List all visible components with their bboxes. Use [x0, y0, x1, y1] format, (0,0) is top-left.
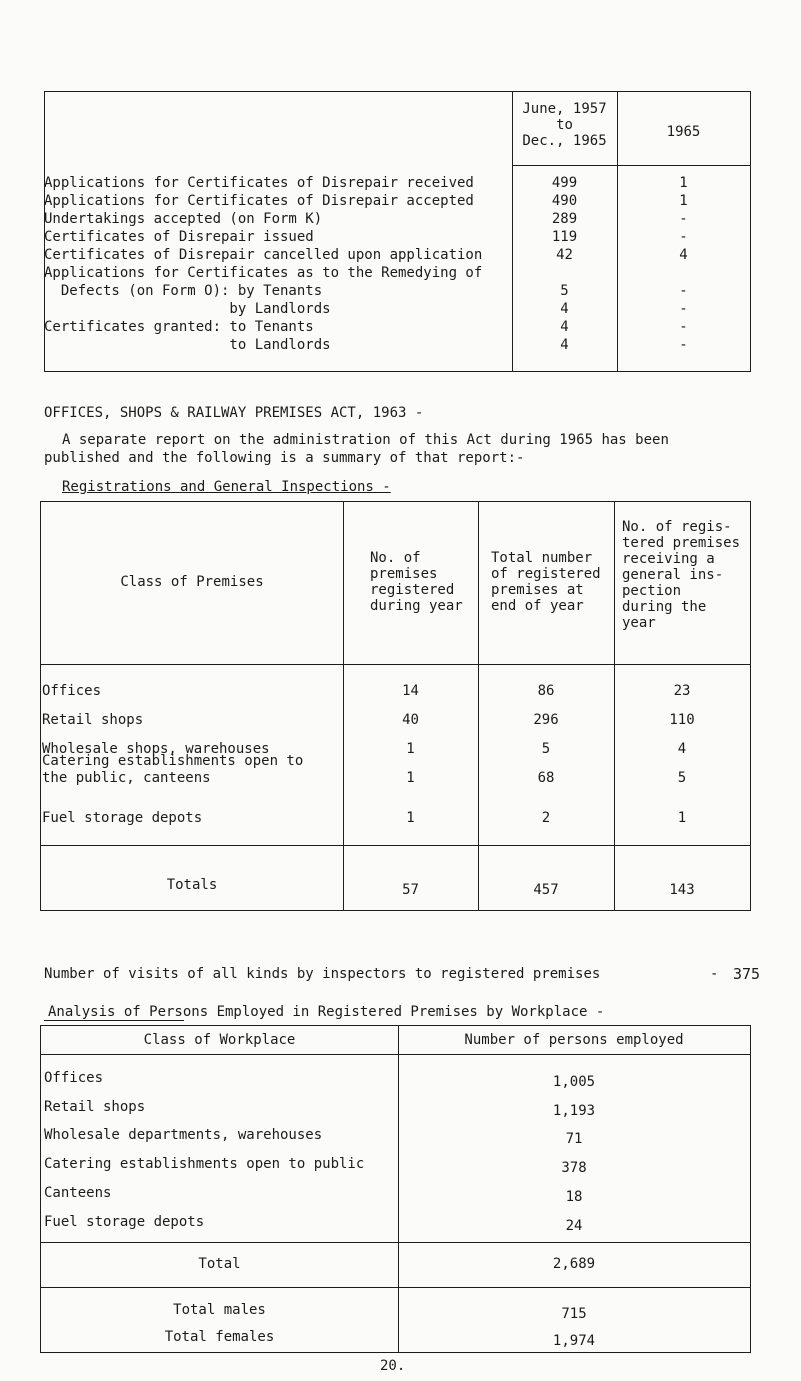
- t2-head-total: [491, 550, 616, 614]
- t2-head-total-line: Total number: [491, 550, 593, 566]
- visits-dash: -: [710, 966, 719, 982]
- t2-row-label: Offices: [42, 683, 102, 699]
- registrations-heading: Registrations and General Inspections -: [62, 479, 391, 495]
- t1-row-label: Certificates granted: to Tenants: [44, 319, 314, 335]
- t2-head-registered-line: during year: [370, 598, 463, 614]
- t3-total-value: 2,689: [552, 1256, 596, 1272]
- t2-head-inspected-line: pection: [622, 583, 682, 599]
- t1-bottom-rule: [44, 371, 750, 372]
- t3-row-value: 71: [565, 1131, 583, 1147]
- t3-head-rule: [40, 1054, 751, 1055]
- t2-row-label: the public, canteens: [42, 770, 211, 786]
- t2-bottom-rule: [40, 910, 751, 911]
- t2-totals-a: 57: [402, 882, 419, 898]
- t2-head-inspected-line: year: [622, 615, 656, 631]
- t3-right-border: [750, 1025, 751, 1353]
- t1-row-value-1965: -: [679, 283, 688, 299]
- visits-text: Number of visits of all kinds by inspectors to registered premises: [44, 966, 601, 982]
- intro-line-2: published and the following is a summary of that report:-: [44, 450, 525, 466]
- t2-row-registered: 40: [402, 712, 419, 728]
- t2-head-total-line: end of year: [491, 598, 584, 614]
- intro-line-1: A separate report on the administration of this Act during 1965 has been: [62, 432, 669, 448]
- t1-row-value-period: 4: [560, 319, 569, 335]
- t2-row-registered: 1: [406, 741, 415, 757]
- t1-head-period-3: Dec., 1965: [522, 133, 607, 149]
- t3-row-label: Canteens: [44, 1185, 112, 1201]
- t3-row-label: Retail shops: [44, 1099, 146, 1115]
- t2-top-rule: [40, 501, 751, 502]
- t2-head-inspected-line: general ins-: [622, 567, 724, 583]
- t1-row-value-1965: -: [679, 301, 688, 317]
- t3-total-label: Total: [198, 1256, 241, 1272]
- analysis-heading-underline: [44, 1020, 184, 1021]
- t2-row-label: Wholesale shops, warehouses: [42, 741, 270, 757]
- t1-head-year: 1965: [666, 124, 701, 140]
- t1-row-value-period: 499: [551, 175, 578, 191]
- t2-head-registered-line: premises: [370, 566, 438, 582]
- t1-head-period-2: to: [556, 117, 573, 133]
- t2-row-total: 5: [541, 741, 551, 757]
- t3-bottom-rule: [40, 1352, 751, 1353]
- t1-row-value-1965: -: [679, 211, 688, 227]
- t1-head-period-1: June, 1957: [522, 101, 607, 117]
- t2-head-inspected-line: No. of regis-: [622, 519, 732, 535]
- t1-head-rule: [512, 165, 750, 166]
- t3-sex-label: Total females: [164, 1329, 275, 1345]
- t1-row-value-1965: -: [679, 319, 688, 335]
- t2-row-inspected: 23: [673, 683, 691, 699]
- t2-head-registered-line: No. of: [370, 550, 421, 566]
- t2-row-inspected: 4: [677, 741, 687, 757]
- t2-row-registered: 1: [406, 810, 415, 826]
- t1-row-value-period: 42: [556, 247, 573, 263]
- t3-row-label: Catering establishments open to public: [44, 1156, 365, 1172]
- t3-head-class: Class of Workplace: [143, 1032, 296, 1048]
- t2-totals-rule: [40, 845, 751, 846]
- act-heading: OFFICES, SHOPS & RAILWAY PREMISES ACT, 1963 -: [44, 405, 424, 421]
- t3-head-number: Number of persons employed: [464, 1032, 684, 1048]
- page-number: 20.: [380, 1358, 406, 1374]
- t1-row-value-period: 4: [560, 337, 569, 353]
- t2-row-label: Retail shops: [42, 712, 144, 728]
- t1-row-label: to Landlords: [44, 337, 331, 353]
- t1-row-value-1965: 1: [679, 175, 688, 191]
- t2-head-inspected-line: receiving a: [622, 551, 715, 567]
- t1-row-label: Certificates of Disrepair issued: [44, 229, 314, 245]
- t1-right-border: [750, 91, 751, 372]
- t2-totals-b: 457: [533, 882, 559, 898]
- t1-row-label: Certificates of Disrepair cancelled upon application: [44, 247, 483, 263]
- t3-row-value: 1,193: [552, 1103, 596, 1119]
- t2-totals-c: 143: [669, 882, 695, 898]
- t2-left-border: [40, 501, 41, 911]
- t1-row-value-1965: 4: [679, 247, 688, 263]
- t2-head-rule: [40, 664, 751, 665]
- t2-head-total-line: premises at: [491, 582, 584, 598]
- t3-top-rule: [40, 1025, 751, 1026]
- t2-row-label: Fuel storage depots: [42, 810, 203, 826]
- t2-row-label: Catering establishments open to: [42, 753, 304, 769]
- t2-head-class: Class of Premises: [120, 574, 264, 590]
- t2-row-total: 296: [533, 712, 559, 728]
- t2-head-total-line: of registered: [491, 566, 601, 582]
- t1-row-label: by Landlords: [44, 301, 331, 317]
- t2-head-inspected: [622, 519, 752, 631]
- t1-row-value-period: 4: [560, 301, 569, 317]
- t2-head-registered: [370, 550, 480, 614]
- t2-row-registered: 14: [402, 683, 419, 699]
- t3-row-value: 24: [565, 1218, 583, 1234]
- t3-row-label: Offices: [44, 1070, 104, 1086]
- t1-row-value-period: 5: [560, 283, 569, 299]
- t3-row-label: Fuel storage depots: [44, 1214, 205, 1230]
- t1-row-label: Applications for Certificates of Disrepair received: [44, 175, 474, 191]
- t3-row-value: 378: [561, 1160, 587, 1176]
- t3-row-label: Wholesale departments, warehouses: [44, 1127, 323, 1143]
- visits-value: 375: [733, 965, 761, 983]
- t1-row-value-1965: -: [679, 337, 688, 353]
- t1-row-value-1965: -: [679, 229, 688, 245]
- t2-head-inspected-line: tered premises: [622, 535, 741, 551]
- t2-totals-label: Totals: [166, 877, 218, 893]
- t2-head-registered-line: registered: [370, 582, 455, 598]
- t1-top-rule: [44, 91, 750, 92]
- t2-row-inspected: 1: [677, 810, 687, 826]
- t3-row-value: 1,005: [552, 1074, 596, 1090]
- t1-row-value-period: 119: [551, 229, 578, 245]
- t1-row-value-period: 490: [551, 193, 578, 209]
- t2-row-total: 68: [537, 770, 555, 786]
- t1-row-value-period: 289: [551, 211, 578, 227]
- t3-total-rule: [40, 1242, 751, 1243]
- t1-row-label: Applications for Certificates of Disrepair accepted: [44, 193, 474, 209]
- t3-sex-rule: [40, 1287, 751, 1288]
- t2-head-inspected-line: during the: [622, 599, 707, 615]
- analysis-heading: Analysis of Persons Employed in Registered Premises by Workplace -: [48, 1004, 605, 1020]
- t2-row-registered: 1: [406, 770, 415, 786]
- t2-col-rule-1: [343, 501, 344, 911]
- t2-row-inspected: 5: [677, 770, 687, 786]
- t3-sex-value: 1,974: [552, 1333, 596, 1349]
- t3-sex-label: Total males: [173, 1302, 266, 1318]
- t2-row-inspected: 110: [669, 712, 695, 728]
- t1-row-value-1965: 1: [679, 193, 688, 209]
- t1-row-label: Applications for Certificates as to the Remedying of: [44, 265, 483, 281]
- t1-row-label: Defects (on Form O): by Tenants: [44, 283, 323, 299]
- t1-row-label: Undertakings accepted (on Form K): [44, 211, 323, 227]
- t2-row-total: 86: [537, 683, 555, 699]
- t3-sex-value: 715: [561, 1306, 587, 1322]
- t2-row-total: 2: [541, 810, 551, 826]
- t3-row-value: 18: [565, 1189, 583, 1205]
